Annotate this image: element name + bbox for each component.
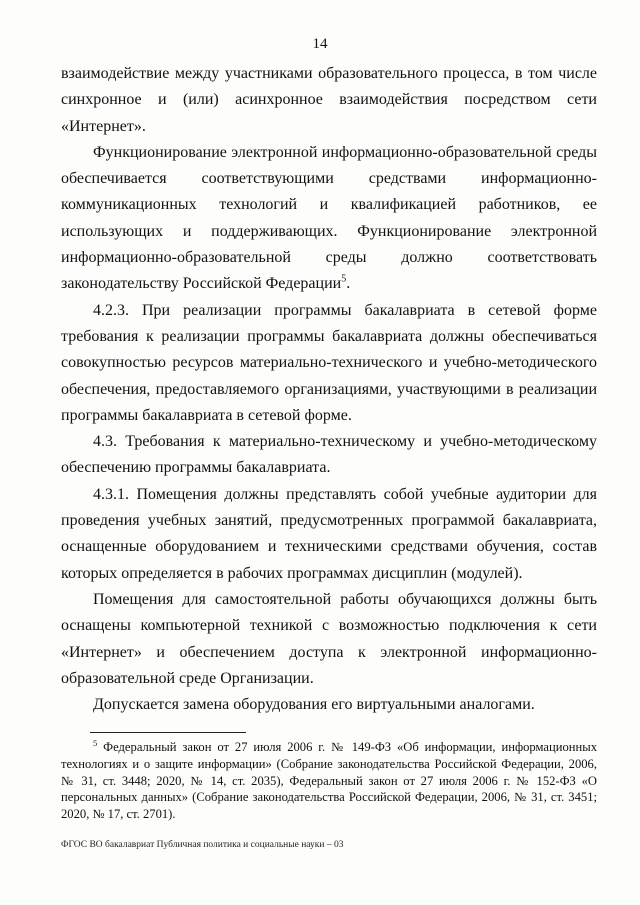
paragraph — [61, 140, 597, 298]
paragraph: 4.3.1. Помещения должны представлять собой учебные аудитории для проведения учебных занятий, предусмотренных программой бакалавриата, оснащенные оборудованием и техническими средствами обучения, состав которых определяется в рабочих программах дисциплин (модулей). — [61, 485, 597, 582]
body-text — [61, 61, 597, 718]
paragraph: Допускается замена оборудования его виртуальными аналогами. — [93, 696, 535, 714]
page-number: 14 — [312, 36, 328, 52]
footnote-number: 5 — [93, 737, 98, 748]
paragraph-text: Функционирование электронной информационно-образовательной среды обеспечивается соответствующими средствами информационно-коммуникационных технологий и квалификацией работников, ее использующих и поддерживающих. Функционирование электронной информационно-образовательной среды должно соответствовать законодательству Российской Федерации — [61, 143, 597, 293]
footnote — [61, 739, 597, 823]
paragraph: взаимодействие между участниками образовательного процесса, в том числе синхронное и (или) асинхронное взаимодействия посредством сети «Интернет». — [61, 65, 597, 135]
paragraph-end: . — [346, 275, 351, 293]
footnote-text: Федеральный закон от 27 июля 2006 г. № 149-ФЗ «Об информации, информационных технологиях и о защите информации» (Собрание законодательства Российской Федерации, 2006, № 31, ст. 3448; 2020, № 14, ст. 2035), Федеральный закон от 27 июля 2006 г. № 152-ФЗ «О персональных данных» (Собрание законодательства Российской Федерации, 2006, № 31, ст. 3451; 2020, № 17, ст. 2701). — [61, 740, 597, 822]
footnote-reference: 5 — [341, 274, 347, 286]
footnote-separator — [90, 732, 246, 733]
paragraph: 4.2.3. При реализации программы бакалавриата в сетевой форме требования к реализации программы бакалавриата должны обеспечиваться совокупностью ресурсов материально-технического и учебно-методического обеспечения, предоставляемого организациями, участвующими в реализации программы бакалавриата в сетевой форме. — [61, 301, 597, 424]
paragraph: Помещения для самостоятельной работы обучающихся должны быть оснащены компьютерной техникой с возможностью подключения к сети «Интернет» и обеспечением доступа к электронной информационно-образовательной среде Организации. — [61, 590, 597, 687]
paragraph: 4.3. Требования к материально-техническому и учебно-методическому обеспечению программы бакалавриата. — [61, 433, 597, 477]
page-footer: ФГОС ВО бакалавриат Публичная политика и социальные науки – 03 — [61, 840, 344, 850]
